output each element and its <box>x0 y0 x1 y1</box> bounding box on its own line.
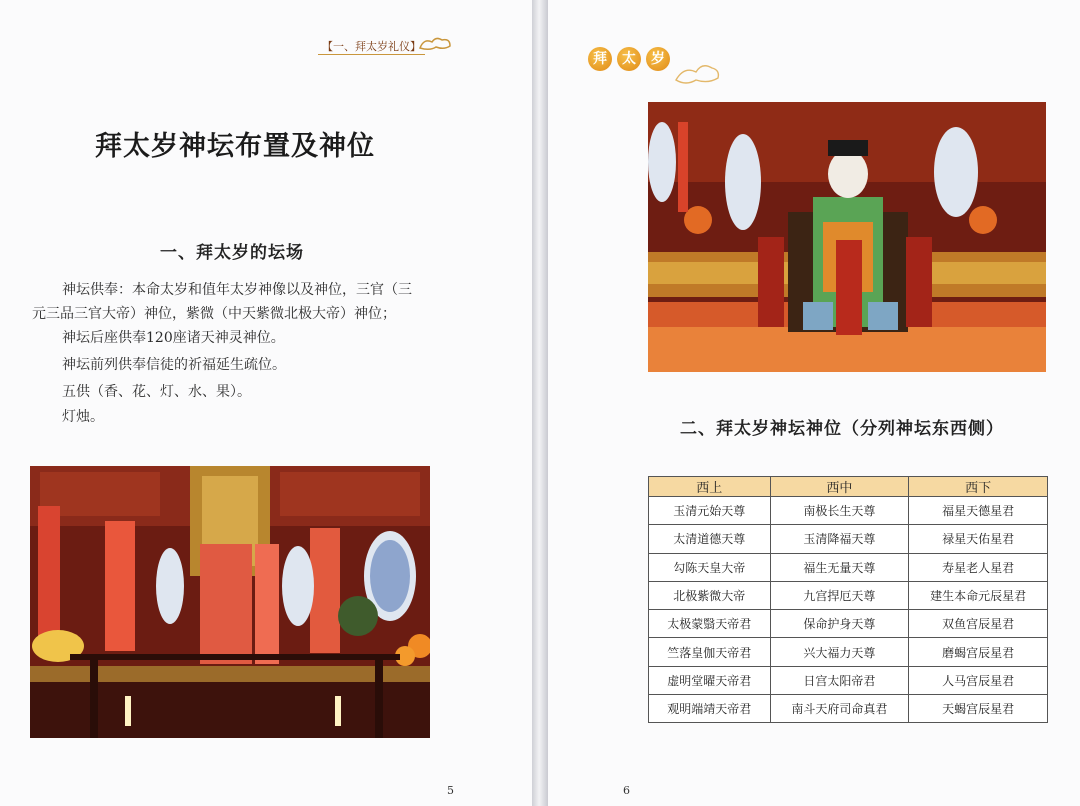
table-row <box>649 638 1048 666</box>
table-cell: 磨蝎宫辰星君 <box>909 638 1048 666</box>
table-cell: 虚明堂曜天帝君 <box>649 666 771 694</box>
table-cell: 日宫太阳帝君 <box>770 666 909 694</box>
section-heading: 一、拜太岁的坛场 <box>160 243 304 263</box>
table-cell: 太极蒙翳天帝君 <box>649 610 771 638</box>
table-row <box>649 497 1048 525</box>
table-cell: 双鱼宫辰星君 <box>909 610 1048 638</box>
page-title: 拜太岁神坛布置及神位 <box>95 131 375 162</box>
running-header: 【一、拜太岁礼仪】 <box>318 38 425 55</box>
table-cell: 九宫捍厄天尊 <box>770 581 909 609</box>
table-row <box>649 525 1048 553</box>
table-row <box>649 610 1048 638</box>
header-badge: 太 <box>617 47 641 71</box>
book-spine <box>532 0 548 806</box>
left-page <box>0 0 532 806</box>
header-badge: 拜 <box>588 47 612 71</box>
deity-statue-photo <box>648 102 1046 372</box>
table-cell: 勾陈天皇大帝 <box>649 553 771 581</box>
paragraph-line: 神坛供奉：本命太岁和值年太岁神像以及神位，三官（三 <box>62 282 412 298</box>
table-cell: 兴大福力天尊 <box>770 638 909 666</box>
table-cell: 观明端靖天帝君 <box>649 695 771 723</box>
table-cell: 福星天德星君 <box>909 497 1048 525</box>
table-cell: 禄星天佑星君 <box>909 525 1048 553</box>
table-cell: 玉清降福天尊 <box>770 525 909 553</box>
cloud-ornament-icon <box>632 40 722 90</box>
table-header-row <box>649 477 1048 497</box>
table-cell: 竺落皇伽天帝君 <box>649 638 771 666</box>
table-cell: 玉清元始天尊 <box>649 497 771 525</box>
column-header: 西下 <box>909 477 1048 497</box>
table-cell: 寿星老人星君 <box>909 553 1048 581</box>
table-cell: 北极紫微大帝 <box>649 581 771 609</box>
table-row <box>649 581 1048 609</box>
deity-table <box>648 476 1048 723</box>
table-cell: 太清道德天尊 <box>649 525 771 553</box>
cloud-ornament-icon <box>418 34 452 52</box>
altar-photo <box>30 466 430 738</box>
section-heading: 二、拜太岁神坛神位（分列神坛东西侧） <box>680 419 1004 439</box>
column-header: 西中 <box>770 477 909 497</box>
table-cell: 天蝎宫辰星君 <box>909 695 1048 723</box>
table-row <box>649 553 1048 581</box>
paragraph-line: 神坛后座供奉120座诸天神灵神位。 <box>62 330 285 346</box>
header-badge: 岁 <box>646 47 670 71</box>
table-cell: 人马宫辰星君 <box>909 666 1048 694</box>
table-cell: 南斗天府司命真君 <box>770 695 909 723</box>
table-row <box>649 666 1048 694</box>
column-header: 西上 <box>649 477 771 497</box>
table-cell: 福生无量天尊 <box>770 553 909 581</box>
table-row <box>649 695 1048 723</box>
paragraph-line: 神坛前列供奉信徒的祈福延生疏位。 <box>62 357 286 373</box>
table-cell: 保命护身天尊 <box>770 610 909 638</box>
table-cell: 南极长生天尊 <box>770 497 909 525</box>
page-number: 5 <box>447 784 454 797</box>
table-cell: 建生本命元辰星君 <box>909 581 1048 609</box>
paragraph-line: 五供（香、花、灯、水、果）。 <box>62 384 251 400</box>
paragraph-line: 灯烛。 <box>62 409 104 425</box>
page-number: 6 <box>623 784 630 797</box>
paragraph-line: 元三品三官大帝）神位，紫微（中天紫微北极大帝）神位； <box>32 306 396 322</box>
